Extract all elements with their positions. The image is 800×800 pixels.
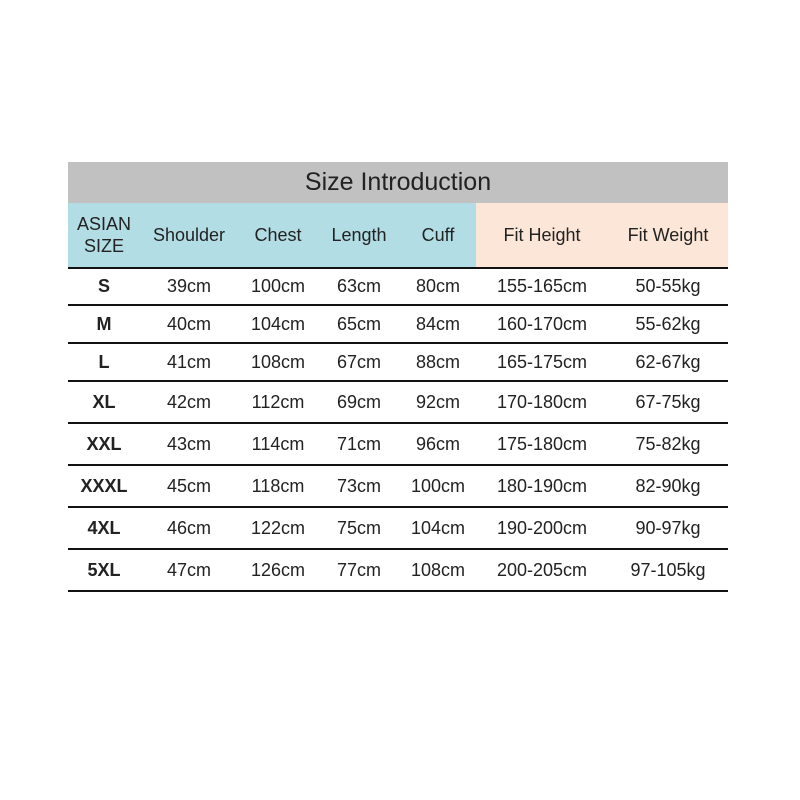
cell-chest: 104cm <box>250 313 306 334</box>
cell-fit-height: 165-175cm <box>496 351 588 372</box>
cell-size: 4XL <box>87 517 121 538</box>
cell-length: 77cm <box>336 559 381 580</box>
cell-chest: 114cm <box>251 433 305 454</box>
cell-cuff: 92cm <box>415 391 460 412</box>
table-row <box>68 466 728 508</box>
cell-fit-weight: 75-82kg <box>635 433 701 454</box>
header-asian-size-line1: ASIAN <box>76 214 132 234</box>
table-row <box>68 269 728 306</box>
cell-chest: 126cm <box>250 559 306 580</box>
cell-fit-weight: 97-105kg <box>630 559 706 580</box>
cell-length: 75cm <box>336 517 381 538</box>
cell-shoulder: 41cm <box>166 351 211 372</box>
header-chest: Chest <box>238 203 318 267</box>
cell-fit-height: 190-200cm <box>496 517 588 538</box>
cell-shoulder: 46cm <box>166 517 211 538</box>
cell-cuff: 84cm <box>415 313 460 334</box>
cell-chest: 100cm <box>250 276 306 296</box>
cell-shoulder: 47cm <box>166 559 211 580</box>
cell-chest: 118cm <box>251 475 305 496</box>
table-row <box>68 306 728 344</box>
cell-size: 5XL <box>87 559 121 580</box>
table-row <box>68 550 728 592</box>
table-row <box>68 508 728 550</box>
cell-length: 63cm <box>336 276 381 296</box>
header-fit-height: Fit Height <box>476 203 608 267</box>
cell-fit-weight: 67-75kg <box>635 391 701 412</box>
header-asian-size-line2: SIZE <box>83 236 124 256</box>
cell-fit-height: 180-190cm <box>496 475 588 496</box>
cell-shoulder: 39cm <box>166 276 211 296</box>
cell-cuff: 88cm <box>415 351 460 372</box>
cell-shoulder: 45cm <box>166 475 211 496</box>
table-body <box>68 269 728 592</box>
cell-chest: 112cm <box>251 391 305 412</box>
cell-size: XL <box>92 391 116 412</box>
cell-length: 65cm <box>336 313 381 334</box>
cell-size: L <box>98 351 110 372</box>
cell-fit-height: 170-180cm <box>496 391 588 412</box>
cell-size: XXL <box>86 433 122 454</box>
table-row <box>68 424 728 466</box>
cell-fit-height: 160-170cm <box>496 313 588 334</box>
header-asian-size <box>68 203 140 267</box>
cell-fit-height: 155-165cm <box>496 276 588 296</box>
cell-size: XXXL <box>80 475 128 496</box>
cell-length: 73cm <box>336 475 381 496</box>
cell-fit-weight: 82-90kg <box>635 475 701 496</box>
size-table <box>68 162 728 592</box>
header-row <box>68 203 728 269</box>
cell-fit-weight: 62-67kg <box>635 351 701 372</box>
cell-cuff: 100cm <box>410 475 466 496</box>
header-length: Length <box>318 203 400 267</box>
cell-shoulder: 42cm <box>166 391 211 412</box>
cell-cuff: 80cm <box>415 276 460 296</box>
cell-shoulder: 40cm <box>166 313 211 334</box>
cell-length: 71cm <box>336 433 381 454</box>
cell-length: 67cm <box>336 351 381 372</box>
cell-shoulder: 43cm <box>166 433 211 454</box>
cell-length: 69cm <box>336 391 381 412</box>
cell-fit-height: 200-205cm <box>496 559 588 580</box>
cell-size: S <box>97 276 110 296</box>
cell-cuff: 104cm <box>410 517 466 538</box>
header-fit-weight: Fit Weight <box>608 203 728 267</box>
cell-fit-weight: 55-62kg <box>635 313 701 334</box>
cell-chest: 122cm <box>250 517 306 538</box>
cell-fit-weight: 50-55kg <box>635 276 701 296</box>
cell-chest: 108cm <box>250 351 306 372</box>
cell-fit-height: 175-180cm <box>496 433 588 454</box>
header-shoulder: Shoulder <box>140 203 238 267</box>
cell-cuff: 108cm <box>410 559 466 580</box>
cell-fit-weight: 90-97kg <box>635 517 701 538</box>
header-cuff: Cuff <box>400 203 476 267</box>
table-row <box>68 382 728 424</box>
table-title: Size Introduction <box>68 162 728 203</box>
table-row <box>68 344 728 382</box>
cell-size: M <box>96 313 112 334</box>
cell-cuff: 96cm <box>415 433 460 454</box>
